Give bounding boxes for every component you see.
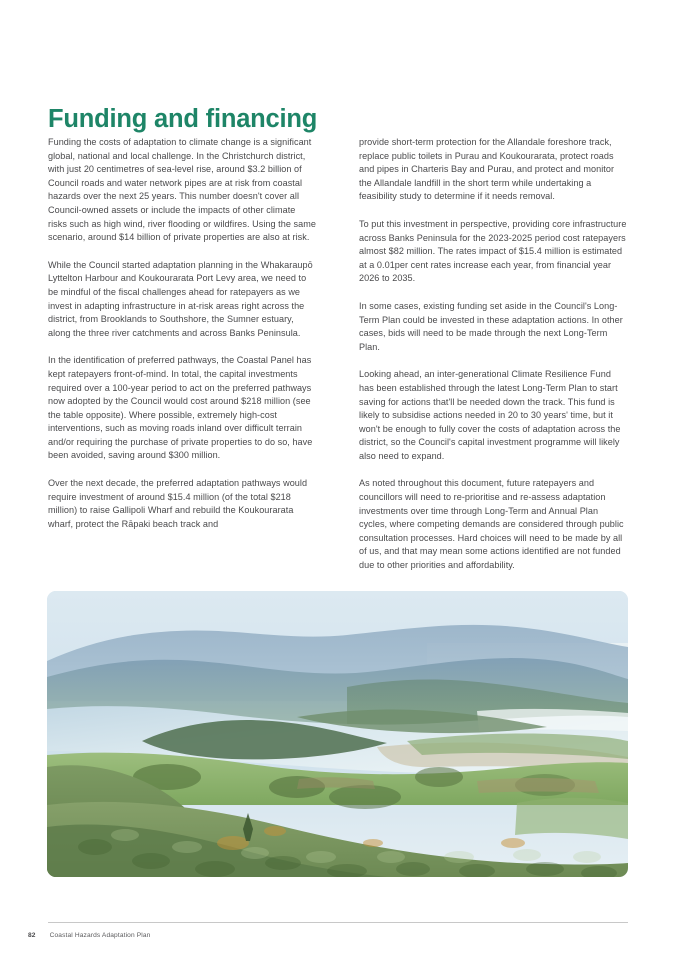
paragraph: In some cases, existing funding set aside in the Council's Long-Term Plan could be invested in these adaptation actions. In other cases, bids will need to be made through the next Long-Term Plan. bbox=[359, 300, 623, 352]
paragraph: provide short-term protection for the Allandale foreshore track, replace public toilets in Purau and Koukourarata, protect roads and pipes in Charteris Bay and Purau, and protect and monitor the Allandale landfill in the short term while undertaking a feasibility study to determine if it needs removal. bbox=[359, 137, 615, 202]
page-title: Funding and financing bbox=[48, 105, 318, 134]
body-columns bbox=[48, 136, 628, 573]
paragraph: Over the next decade, the preferred adaptation pathways would require investment of around $15.4 million (of the total $218 million) to raise Gallipoli Wharf and rebuild the Koukourarata wharf, protect the Rāpaki beach track and bbox=[48, 478, 308, 529]
page-footer bbox=[28, 932, 628, 939]
paragraph: As noted throughout this document, future ratepayers and councillors will need to re-prioritise and re-assess adaptation investments over time through Long-Term and Annual Plan cycles, where competing demands are considered through public consultation processes. Hard choices will need to be made by all of us, and that may mean some actions identified are not funded due to other priorities and affordability. bbox=[359, 478, 624, 571]
landscape-photograph bbox=[47, 591, 628, 877]
paragraph: Funding the costs of adaptation to climate change is a significant global, national and local challenge. In the Christchurch district, with just 20 centimetres of sea-level rise, around $3.2 billion of Council roads and water network pipes are at risk from coastal hazards over the next 25 years. This number doesn't cover all Council-owned assets or include the impacts of other climate risks such as high wind, river flooding or wildfires. Using the same scenario, around $14 billion of private properties are also at risk. bbox=[48, 137, 316, 243]
paragraph: In the identification of preferred pathways, the Coastal Panel has kept ratepayers front-of-mind. In total, the capital investments required over a 100-year period to act on the preferred pathways now adopted by the Council would cost around $218 million (see the table opposite). Where possible, extremely high-cost interventions, such as moving roads inland over difficult terrain and/or requiring the purchase of private properties to do so, have been avoided, saving around $300 million. bbox=[48, 355, 313, 461]
footer-divider bbox=[48, 922, 628, 923]
footer-page-number: 82 bbox=[28, 932, 36, 939]
footer-document-name: Coastal Hazards Adaptation Plan bbox=[49, 932, 151, 939]
paragraph: Looking ahead, an inter-generational Climate Resilience Fund has been established through the latest Long-Term Plan to start saving for actions that'll be needed down the track. This fund is likely to subsidise actions needed in 20 to 30 years' time, but it won't be enough to fully cover the costs of adaptation across the district, so the Council's capital investment programme will likely also need to expand. bbox=[359, 369, 621, 461]
paragraph: To put this investment in perspective, providing core infrastructure across Banks Peninsula for the 2023-2025 period cost ratepayers almost $82 million. The rates impact of $15.4 million is estimated at a 0.01per cent rates increase each year, from financial year 2026 to 2035. bbox=[359, 218, 627, 284]
paragraph: While the Council started adaptation planning in the Whakaraupō Lyttelton Harbour and Koukourarata Port Levy area, we need to be mindful of the fiscal challenges ahead for ratepayers as we invest in adapting infrastructure in at-risk areas right across the district, from Brooklands to Southshore, the Sumner estuary, along the three river catchments and across Banks Peninsula. bbox=[48, 259, 313, 338]
left-column bbox=[48, 136, 316, 573]
right-column bbox=[359, 136, 627, 573]
